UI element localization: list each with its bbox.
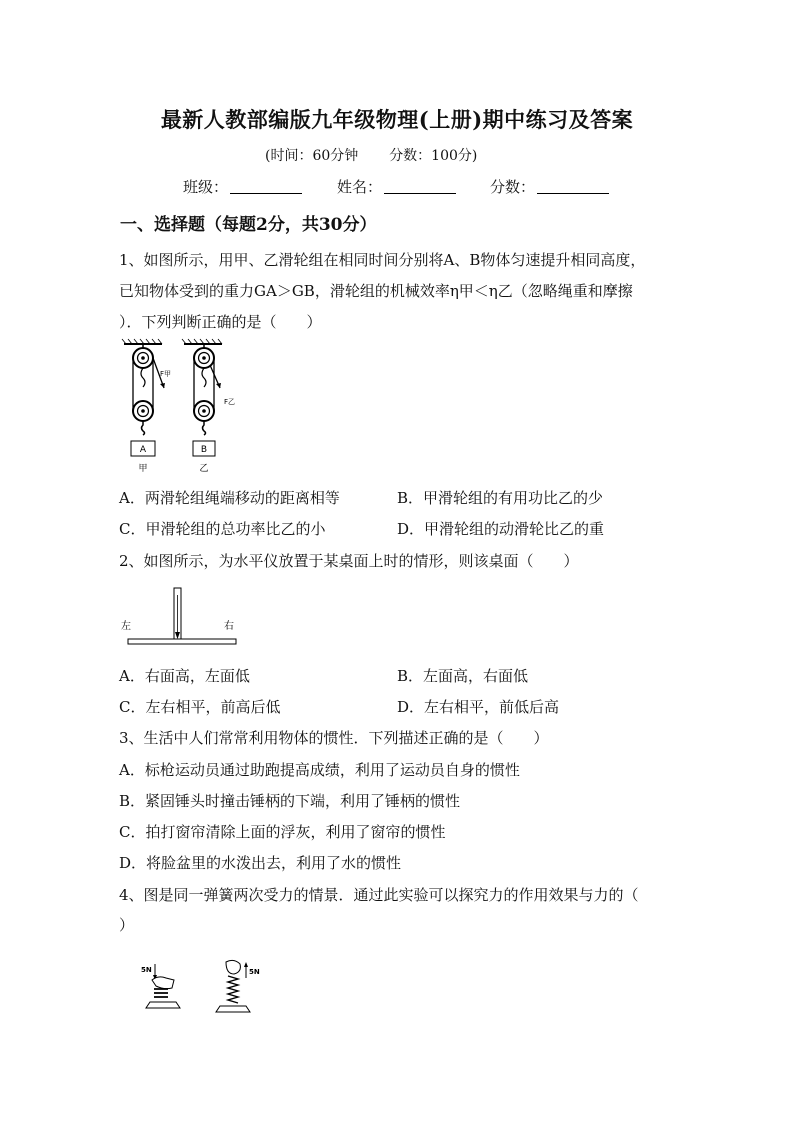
pulley-figure (120, 338, 250, 478)
q1-option-d[interactable]: D．甲滑轮组的动滑轮比乙的重 (397, 520, 605, 538)
q1-option-b[interactable]: B．甲滑轮组的有用功比乙的少 (397, 489, 604, 507)
q4-stem-line1: 4、图是同一弹簧两次受力的情景．通过此实验可以探究力的作用效果与力的（ (119, 886, 639, 904)
block-a-label: A (139, 445, 147, 455)
q1-option-c[interactable]: C．甲滑轮组的总功率比乙的小 (119, 520, 326, 538)
page-title: 最新人教部编版九年级物理(上册)期中练习及答案 (160, 107, 634, 132)
q2-option-a[interactable]: A．右面高，左面低 (119, 667, 250, 685)
exam-time: (时间：60分钟 (265, 148, 359, 164)
score-blank[interactable] (537, 179, 609, 194)
q3-option-c[interactable]: C．拍打窗帘清除上面的浮灰，利用了窗帘的惯性 (119, 823, 446, 841)
force-yi-label: F乙 (224, 398, 236, 406)
figure-jia-caption: 甲 (138, 464, 148, 474)
q2-option-b[interactable]: B．左面高，右面低 (397, 667, 529, 685)
q3-stem: 3、生活中人们常常利用物体的惯性．下列描述正确的是（ ） (119, 729, 549, 747)
force-jia-label: F甲 (160, 370, 172, 378)
name-field (337, 176, 456, 197)
level-figure (118, 585, 248, 650)
spring2-force-label: 5N (249, 968, 260, 976)
level-left-label: 左 (121, 621, 131, 632)
q3-option-b[interactable]: B．紧固锤头时撞击锤柄的下端，利用了锤柄的惯性 (119, 792, 461, 810)
spring-compressed (141, 964, 180, 1008)
q1-stem-line1: 1、如图所示，用甲、乙滑轮组在相同时间分别将A、B物体匀速提升相同高度， (119, 251, 646, 269)
q3-option-d[interactable]: D．将脸盆里的水泼出去，利用了水的惯性 (119, 854, 402, 872)
q2-option-c[interactable]: C．左右相平，前高后低 (119, 698, 281, 716)
q1-stem-line2: 已知物体受到的重力GA＞GB，滑轮组的机械效率η甲＜η乙（忽略绳重和摩擦 (119, 282, 633, 300)
level-right-label: 右 (224, 621, 234, 632)
q1-stem-line3: ）．下列判断正确的是（ ） (119, 313, 322, 331)
q2-option-d[interactable]: D．左右相平，前低后高 (397, 698, 560, 716)
pulley-system-jia (122, 339, 171, 474)
spring-stretched (216, 960, 260, 1012)
q2-stem: 2、如图所示，为水平仪放置于某桌面上时的情形，则该桌面（ ） (119, 552, 579, 570)
q3-option-a[interactable]: A．标枪运动员通过助跑提高成绩，利用了运动员自身的惯性 (119, 761, 520, 779)
exam-total-score: 分数：100分) (389, 148, 478, 164)
class-blank[interactable] (230, 179, 302, 194)
exam-meta (265, 145, 477, 165)
spring1-force-label: 5N (141, 966, 152, 974)
figure-yi-caption: 乙 (199, 464, 209, 474)
score-label: 分数： (490, 178, 536, 196)
pulley-system-yi (182, 339, 235, 474)
name-label: 姓名： (337, 178, 383, 196)
block-b-label: B (200, 445, 208, 455)
q1-option-a[interactable]: A．两滑轮组绳端移动的距离相等 (119, 489, 340, 507)
spring-figure (138, 958, 268, 1020)
score-field (490, 176, 609, 197)
name-blank[interactable] (384, 179, 456, 194)
class-field (183, 176, 302, 197)
section-heading: 一、选择题（每题2分，共30分） (120, 215, 377, 235)
class-label: 班级： (183, 178, 229, 196)
q4-stem-line2: ） (119, 916, 135, 934)
